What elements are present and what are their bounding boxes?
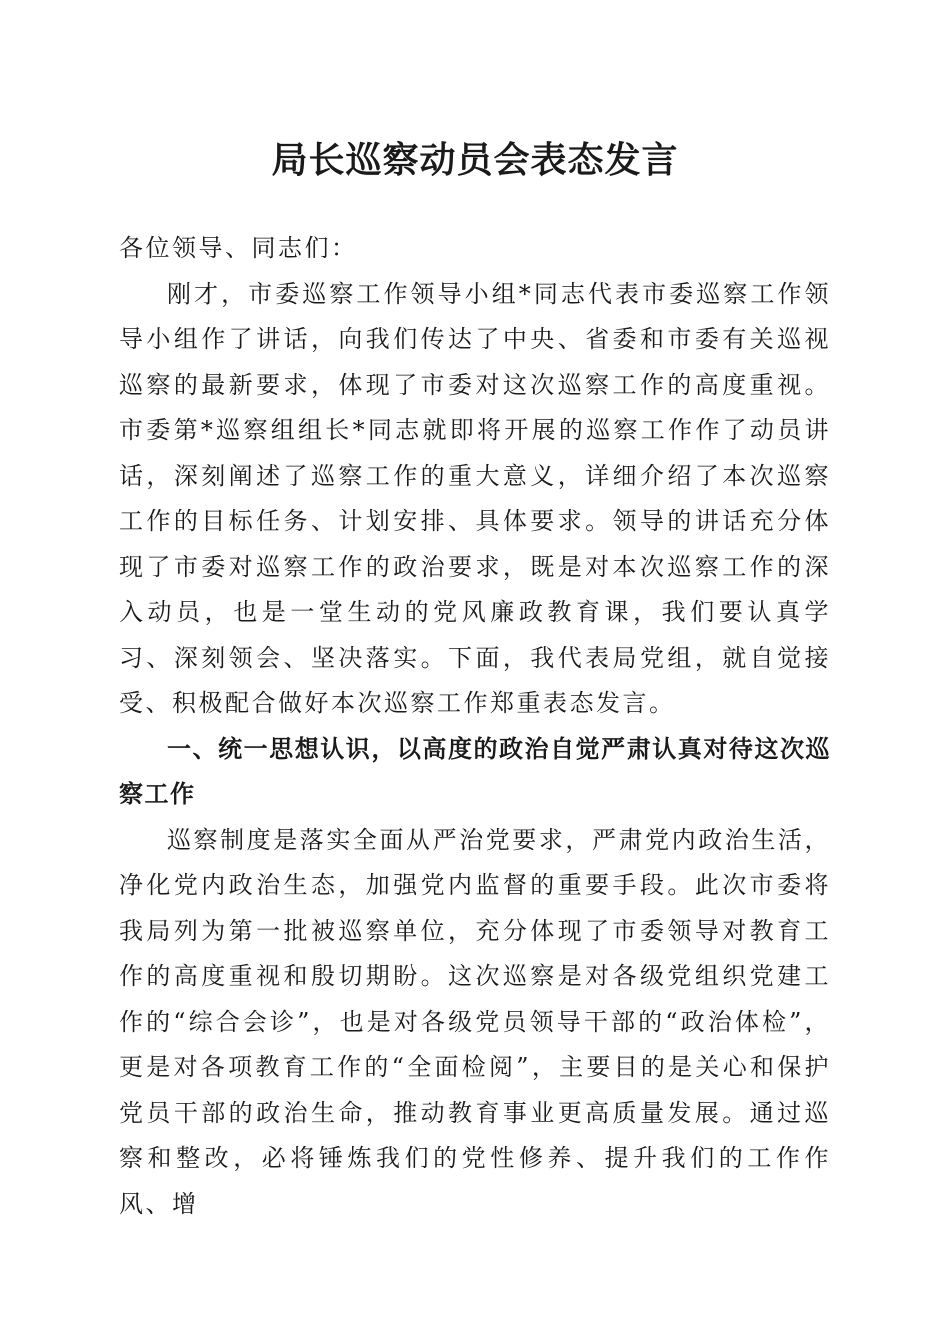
document-body [119, 226, 831, 1227]
intro-paragraph: 刚才，市委巡察工作领导小组*同志代表市委巡察工作领导小组作了讲话，向我们传达了中央、省委和市委有关巡视巡察的最新要求，体现了市委对这次巡察工作的高度重视。市委第*巡察组组长*同志就即将开展的巡察工作作了动员讲话，深刻阐述了巡察工作的重大意义，详细介绍了本次巡察工作的目标任务、计划安排、具体要求。领导的讲话充分体现了市委对巡察工作的政治要求，既是对本次巡察工作的深入动员，也是一堂生动的党风廉政教育课，我们要认真学习、深刻领会、坚决落实。下面，我代表局党组，就自觉接受、积极配合做好本次巡察工作郑重表态发言。 [119, 279, 831, 717]
section-1-paragraph: 巡察制度是落实全面从严治党要求，严肃党内政治生活，净化党内政治生态，加强党内监督的重要手段。此次市委将我局列为第一批被巡察单位，充分体现了市委领导对教育工作的高度重视和殷切期盼。这次巡察是对各级党组织党建工作的“综合会诊”，也是对各级党员领导干部的“政治体检”，更是对各项教育工作的“全面检阅”，主要目的是关心和保护党员干部的政治生命，推动教育事业更高质量发展。通过巡察和整改，必将锤炼我们的党性修养、提升我们的工作作风、增 [119, 825, 831, 1218]
section-heading-1: 一、统一思想认识，以高度的政治自觉严肃认真对待这次巡察工作 [119, 734, 831, 808]
document-title: 局长巡察动员会表态发言 [271, 139, 679, 181]
salutation: 各位领导、同志们： [119, 234, 358, 262]
